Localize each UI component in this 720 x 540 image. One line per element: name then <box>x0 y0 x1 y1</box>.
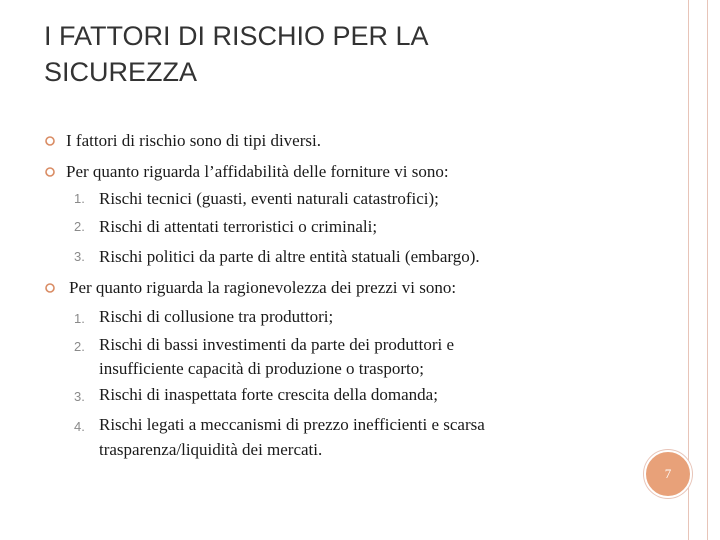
bullet-text: I fattori di rischio sono di tipi diversi. <box>66 131 321 150</box>
bullet-text: Per quanto riguarda l’affidabilità delle forniture vi sono: <box>66 162 449 181</box>
bullet-ring-icon <box>44 135 56 147</box>
bullet-text: Per quanto riguarda la ragionevolezza dei prezzi vi sono: <box>69 278 457 297</box>
bullet-ring-icon <box>44 166 56 178</box>
list-item-line-2: trasparenza/liquidità dei mercati. <box>99 440 323 459</box>
title-line-1: I FATTORI DI RISCHIO PER LA <box>44 21 429 51</box>
decorative-rail <box>688 0 708 540</box>
list-item: Rischi di collusione tra produttori; <box>99 307 334 326</box>
title-line-2: SICUREZZA <box>44 57 198 87</box>
list-item: Rischi di inaspettata forte crescita della domanda; <box>99 385 438 404</box>
list-number: 1. <box>74 191 85 206</box>
list-item: Rischi di attentati terroristici o criminali; <box>99 217 378 236</box>
bullet-ring-icon <box>44 282 56 294</box>
list-number: 2. <box>74 219 85 234</box>
slide-title <box>44 18 644 90</box>
list-number: 4. <box>74 419 85 434</box>
list-number: 3. <box>74 389 85 404</box>
list-item: Rischi politici da parte di altre entità statuali (embargo). <box>99 247 480 266</box>
list-item-line-1: Rischi legati a meccanismi di prezzo inefficienti e scarsa <box>99 415 485 434</box>
list-number: 1. <box>74 311 85 326</box>
list-number: 2. <box>74 339 85 354</box>
page-number-badge: 7 <box>644 450 692 498</box>
list-item-line-2: insufficiente capacità di produzione o trasporto; <box>99 359 424 378</box>
list-number: 3. <box>74 249 85 264</box>
list-item: Rischi tecnici (guasti, eventi naturali catastrofici); <box>99 189 439 208</box>
list-item-line-1: Rischi di bassi investimenti da parte dei produttori e <box>99 335 455 354</box>
